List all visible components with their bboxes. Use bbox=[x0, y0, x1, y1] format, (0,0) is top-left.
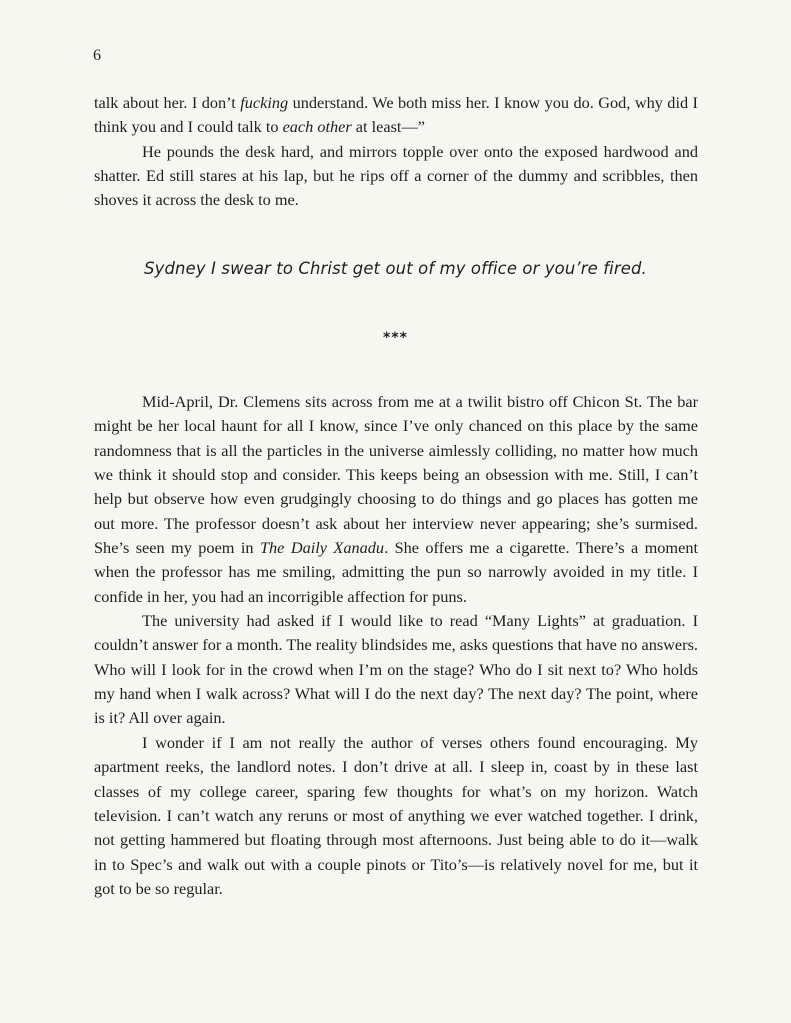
paragraph-2: He pounds the desk hard, and mirrors topple over onto the exposed hardwood and shatter. Ed still stares at his lap, but he rips off a corner of the dummy and scribbles, then shoves it across the desk to me. bbox=[94, 141, 698, 210]
paragraph-1 bbox=[94, 91, 698, 140]
text-run: understand. We both miss her. I know you do. God, why did I think you and I could talk to bbox=[94, 93, 698, 137]
emphasis-text: each other bbox=[282, 117, 352, 137]
handwritten-note: Sydney I swear to Christ get out of my office or you’re fired. bbox=[144, 259, 647, 278]
paragraph-4: The university had asked if I would like to read “Many Lights” at graduation. I couldn’t answer for a month. The reality blindsides me, asks questions that have no answers. Who will I look for in the crowd when I’m on the stage? Who do I sit next to? Who holds my hand when I walk across? What will I do the next day? The next day? The point, where is it? All over again. bbox=[94, 611, 698, 728]
text-run: Mid-April, Dr. Clemens sits across from me at a twilit bistro off Chicon St. The bar might be her local haunt for all I know, since I’ve only chanced on this place by the same randomness that is all the particles in the universe aimlessly colliding, no matter how much we think it should stop and consider. This keeps being an obsession with me. Still, I can’t help but observe how even grudgingly choosing to do things and go places has gotten me out more. The professor doesn’t ask about her interview never appearing; she’s surmised. She’s seen my poem in bbox=[94, 392, 698, 558]
section-separator: *** bbox=[383, 330, 408, 346]
paragraph-5: I wonder if I am not really the author of verses others found encouraging. My apartment reeks, the landlord notes. I don’t drive at all. I sleep in, coast by in these last classes of my college career, sparing few thoughts for what’s on my horizon. Watch television. I can’t watch any reruns or most of anything we ever watched together. I drink, not getting hammered but floating through most afternoons. Just being able to do it—walk in to Spec’s and walk out with a couple pinots or Tito’s—is relatively novel for me, but it got to be so regular. bbox=[94, 732, 698, 898]
section-1-text bbox=[94, 91, 698, 213]
page-number: 6 bbox=[93, 47, 101, 64]
section-2-text bbox=[94, 390, 698, 901]
text-run: at least—” bbox=[351, 117, 425, 137]
paragraph-3 bbox=[94, 390, 698, 609]
text-run: talk about her. I don’t bbox=[94, 93, 241, 112]
emphasis-text: fucking bbox=[240, 93, 289, 112]
text-run: . She offers me a cigarette. There’s a moment when the professor has me smiling, admitting the pun so narrowly avoided in my title. I confide in her, you had an incorrigible affection for puns. bbox=[94, 538, 698, 606]
emphasis-text: The Daily Xanadu bbox=[259, 538, 385, 558]
